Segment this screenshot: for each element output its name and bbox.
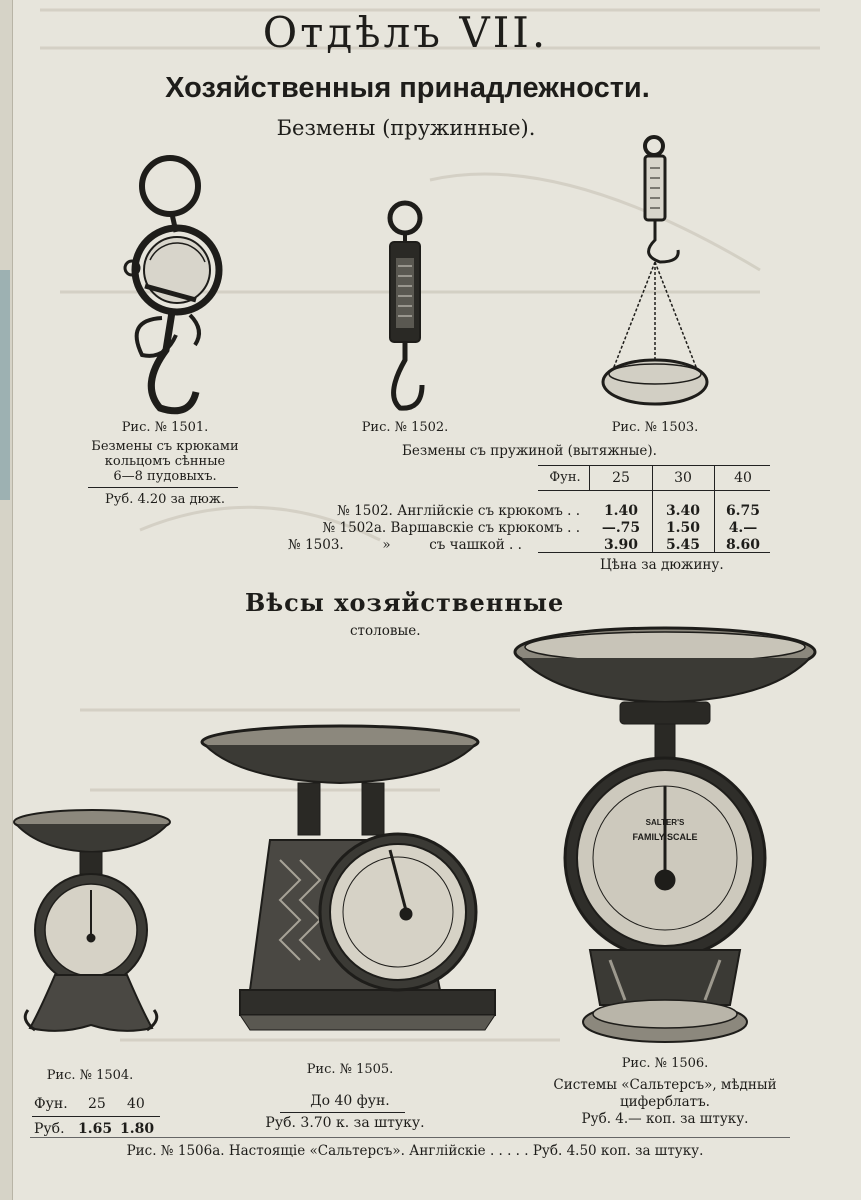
fig-1501-desc-2: кольцомъ сѣнные <box>104 454 226 469</box>
fig-1501-desc-3: 6—8 пудовыхъ. <box>113 469 217 484</box>
fig-1504-rule <box>32 1116 160 1117</box>
table-header-25: 25 <box>612 470 630 486</box>
table-title: Безмены съ пружиной (вытяжные). <box>402 443 657 459</box>
fig-1504-unit-label: Фун. <box>34 1096 68 1112</box>
fig-1504-caption: Рис. № 1504. <box>46 1068 134 1083</box>
section-subtitle-household: столовые. <box>350 623 421 639</box>
fig-1506-desc-1: Системы «Сальтерсъ», мѣдный <box>553 1077 777 1093</box>
section-heading: Отдѣлъ VII. <box>262 8 549 57</box>
fig-1501-price: Руб. 4.20 за дюж. <box>105 492 225 507</box>
table-cell: 8.60 <box>725 537 761 553</box>
fig-1506-price: Руб. 4.— коп. за штуку. <box>581 1111 749 1127</box>
table-header-40: 40 <box>734 470 752 486</box>
fig-1505-price: Руб. 3.70 к. за штуку. <box>265 1115 425 1131</box>
footnote-rule <box>30 1137 790 1138</box>
fig-1506-desc-2: циферблатъ. <box>620 1094 710 1110</box>
fig-1504-weight-25: 25 <box>88 1096 106 1112</box>
page-title: Хозяйственныя принадлежности. <box>165 72 650 104</box>
table-row-label: № 1502. Англійскіе съ крюкомъ . . <box>337 503 580 519</box>
table-header-30: 30 <box>674 470 692 486</box>
fig-1505-rule <box>280 1112 405 1113</box>
fig-1504-weight-40: 40 <box>127 1096 145 1112</box>
fig-1501-desc-1: Безмены съ крюками <box>91 439 239 454</box>
section-title-household: Вѣсы хозяйственные <box>245 588 565 617</box>
table-footer: Цѣна за дюжину. <box>600 557 724 573</box>
fig-1505-desc: До 40 фун. <box>310 1093 390 1109</box>
table-cell: —.75 <box>601 520 641 536</box>
fig-1505-caption: Рис. № 1505. <box>306 1062 394 1077</box>
table-cell: 5.45 <box>665 537 701 553</box>
table-cell: 1.50 <box>665 520 701 536</box>
fig-1506-dial-model: FAMILY SCALE <box>632 832 698 842</box>
fig-1502-caption: Рис. № 1502. <box>361 420 449 435</box>
fig-1504-price-40: 1.80 <box>120 1121 155 1137</box>
fig-1504-price-25: 1.65 <box>78 1121 113 1137</box>
table-cell: 4.— <box>728 520 758 536</box>
fig-1501-caption: Рис. № 1501. <box>121 420 209 435</box>
fig-1506-caption: Рис. № 1506. <box>621 1056 709 1071</box>
table-row-label: № 1503. » съ чашкой . . <box>288 537 522 553</box>
table-row-label: № 1502а. Варшавскіе съ крюкомъ . . <box>322 520 580 536</box>
fig-1506-dial-brand: SALTER'S <box>645 818 685 827</box>
footnote: Рис. № 1506а. Настоящіе «Сальтерсъ». Англійскіе . . . . . Руб. 4.50 коп. за штуку. <box>126 1143 704 1159</box>
table-cell: 3.90 <box>603 537 639 553</box>
table-header-unit: Фун. <box>549 470 581 485</box>
fig-1503-caption: Рис. № 1503. <box>611 420 699 435</box>
table-cell: 1.40 <box>603 503 639 519</box>
table-cell: 3.40 <box>665 503 701 519</box>
page-subtitle: Безмены (пружинные). <box>276 116 536 140</box>
fig-1504-price-label: Руб. <box>34 1121 65 1137</box>
table-cell: 6.75 <box>725 503 761 519</box>
